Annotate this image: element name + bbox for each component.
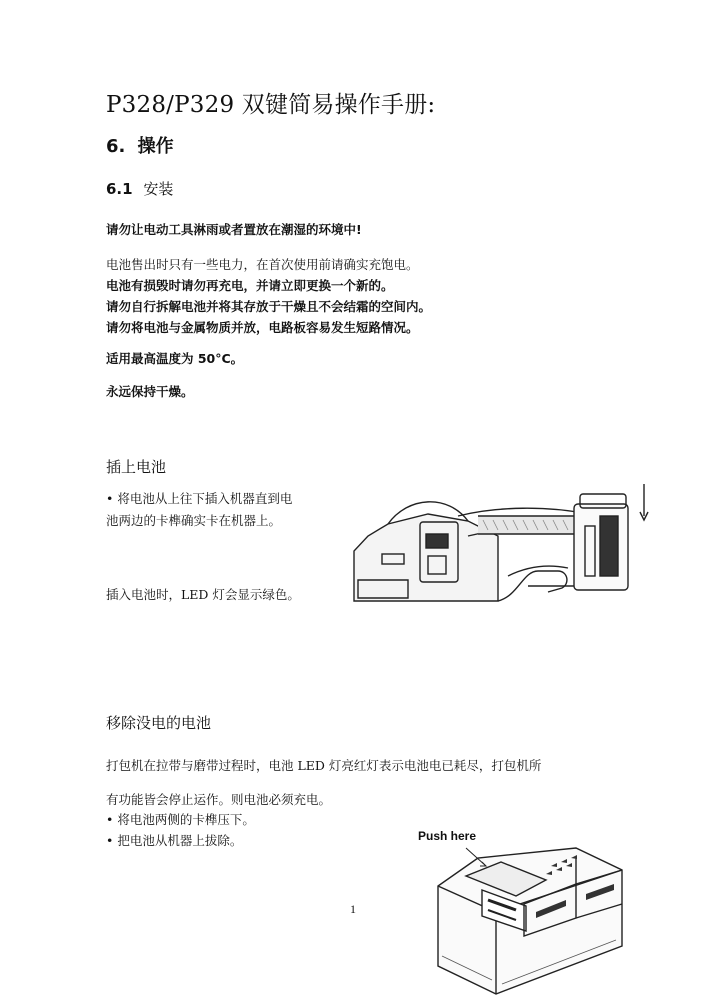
remove-bullet-1: • 将电池两侧的卡榫压下。	[106, 812, 255, 827]
subsection-name: 安装	[143, 180, 174, 198]
push-here-label: Push here	[418, 829, 477, 843]
remove-bullet-2: • 把电池从机器上拔除。	[106, 833, 243, 848]
strapping-tool-illustration	[348, 476, 658, 611]
remove-line-1: 打包机在拉带与磨带过程时，电池 LED 灯亮红灯表示电池电已耗尽，打包机所	[106, 758, 542, 773]
warning-rain: 请勿让电动工具淋雨或者置放在潮湿的环境中!	[106, 222, 362, 237]
subsection-heading	[106, 178, 173, 199]
warning-temperature: 适用最高温度为 50°C。	[106, 351, 244, 366]
warning-dry: 永远保持干燥。	[106, 384, 194, 399]
warning-disassemble: 请勿自行拆解电池并将其存放于干燥且不会结霜的空间内。	[106, 299, 432, 314]
section-heading	[106, 132, 174, 158]
battery-pack-illustration	[426, 846, 642, 996]
insert-led-note: 插入电池时，LED 灯会显示绿色。	[106, 587, 300, 602]
remove-heading: 移除没电的电池	[106, 714, 212, 732]
subsection-number: 6.1	[106, 180, 133, 198]
page-number: 1	[350, 902, 356, 916]
section-name: 操作	[137, 136, 174, 157]
insert-heading: 插上电池	[106, 458, 167, 476]
warning-damaged: 电池有损毁时请勿再充电，并请立即更换一个新的。	[106, 278, 394, 293]
page-title: P328/P329 双键简易操作手册:	[106, 92, 436, 118]
warning-metal: 请勿将电池与金属物质并放，电路板容易发生短路情况。	[106, 320, 419, 335]
section-number: 6.	[106, 136, 126, 157]
insert-line-2: 池两边的卡榫确实卡在机器上。	[106, 513, 282, 528]
warning-charge: 电池售出时只有一些电力，在首次使用前请确实充饱电。	[106, 257, 419, 272]
remove-line-2: 有功能皆会停止运作。则电池必须充电。	[106, 792, 332, 807]
insert-line-1: • 将电池从上往下插入机器直到电	[106, 491, 293, 506]
